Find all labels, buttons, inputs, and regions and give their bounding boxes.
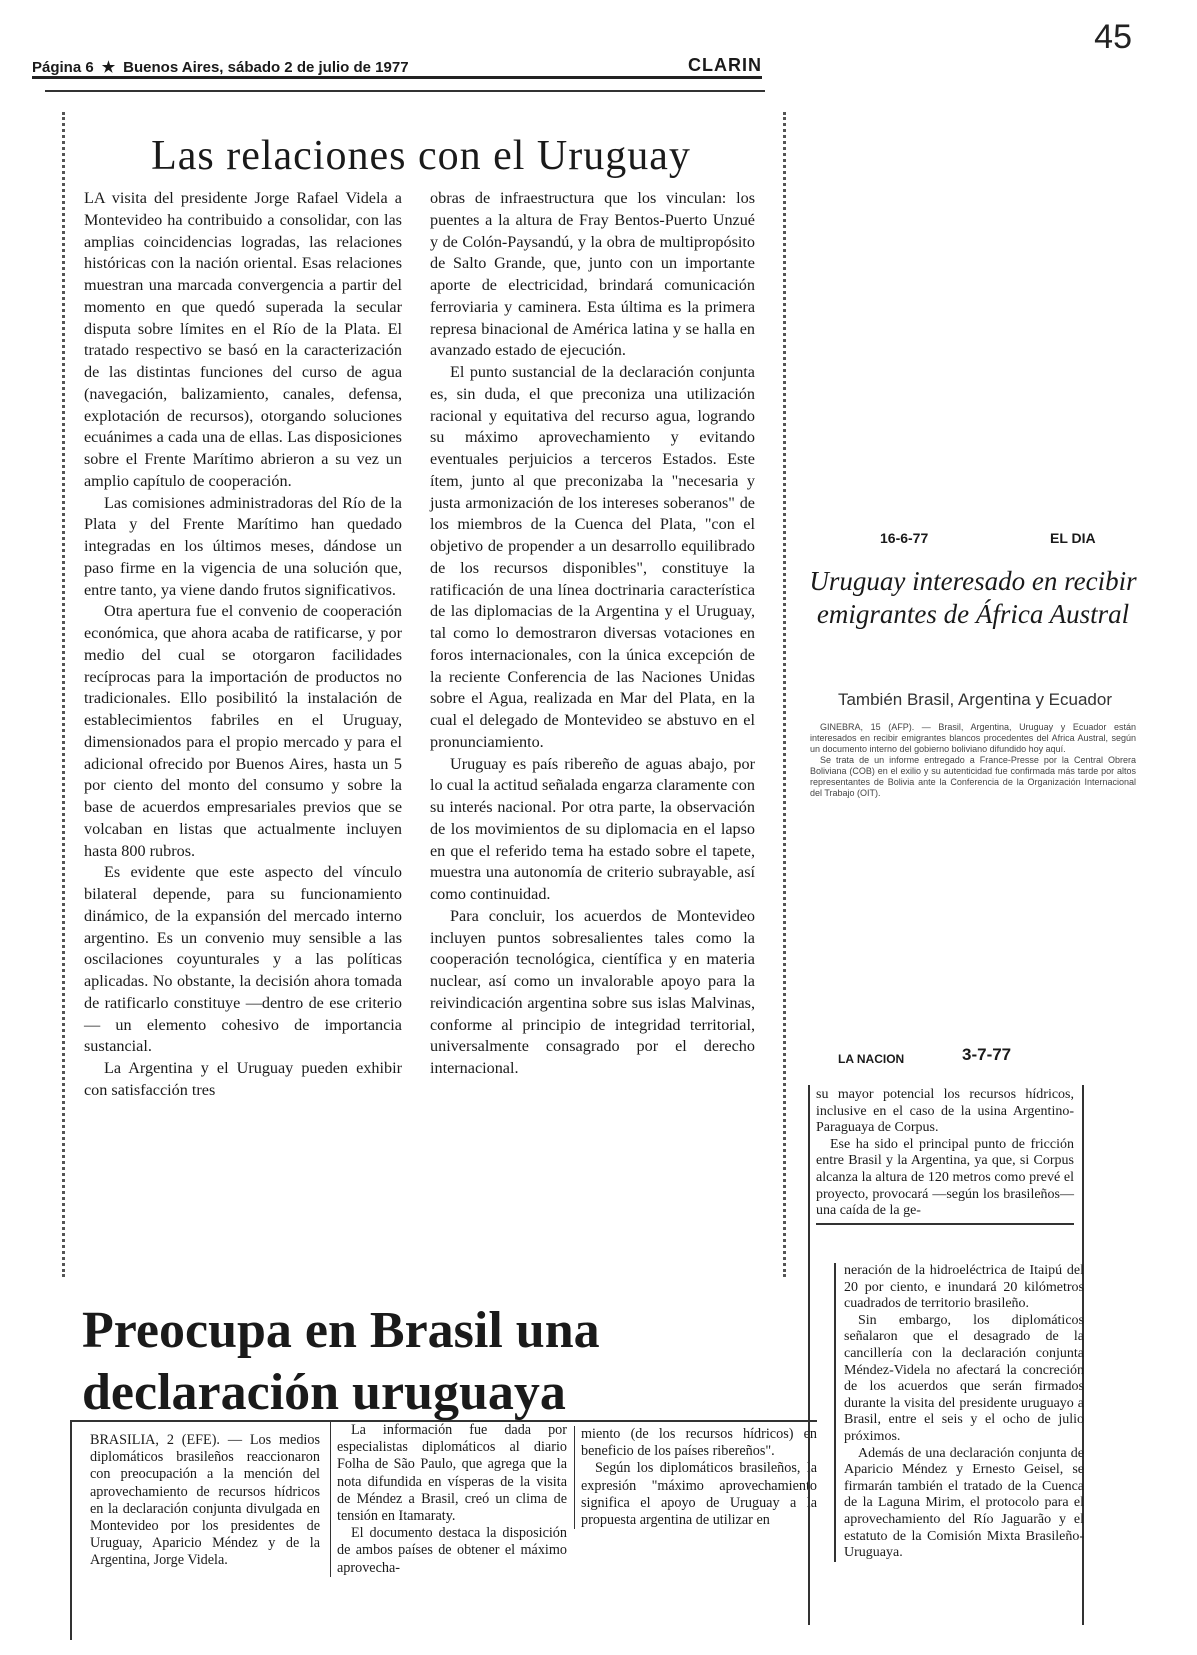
clipping-dia-body <box>810 722 1136 799</box>
article2-c2-p1: La información fue dada por especialistas diplomáticos al diario Folha de São Paulo, que agrega que la nota difundida en vísperas de la visita de Méndez a Brasil, creó un clima de tensión en Itamaraty. <box>337 1422 567 1525</box>
article1-column-2 <box>430 188 755 1080</box>
clipping-nacion-bottom-p1: neración de la hidroeléctrica de Itaipú del 20 por ciento, e inundará 20 kilómetros cuadrados de territorio brasileño. <box>844 1263 1084 1312</box>
clipping-dia-subtitle: También Brasil, Argentina y Ecuador <box>837 690 1113 709</box>
clipping-nacion-date: 3-7-77 <box>962 1045 1012 1064</box>
article1-c1-p1: LA visita del presidente Jorge Rafael Videla a Montevideo ha contribuido a consolidar, con las amplias coincidencias logradas, las relaciones históricas con la nación oriental. Esas relaciones muestran una marcada convergencia a partir del momento en que quedó superada la secular disputa sobre límites en el Río de la Plata. El tratado respectivo se basó en la caracterización de las distintas funciones del curso de agua (navegación, balizamiento, canales, defensa, explotación de recursos), otorgando soluciones ecuánimes a cada una de ellas. Las disposiciones sobre el Frente Marítimo abrieron a su vez un amplio capítulo de cooperación. <box>84 189 402 490</box>
article2-title: Preocupa en Brasil una declaración uruguaya <box>82 1302 600 1421</box>
article2-c3-p1: miento (de los recursos hídricos) en beneficio de los países ribereños". <box>581 1426 817 1460</box>
clipping-nacion-bottom-p3: Además de una declaración conjunta de Aparicio Méndez y Ernesto Geisel, se firmarán también el tratado de la Cuenca de la Laguna Mirim, el protocolo para el aprovechamiento del Río Jaguarão y el estatuto de la Comisión Mixta Brasileño-Uruguaya. <box>844 1445 1084 1561</box>
masthead-star-icon: ★ <box>101 59 116 76</box>
clipping-dia-paper: EL DIA <box>1050 530 1096 546</box>
page-number: 45 <box>1094 18 1132 56</box>
article1-c1-p5: La Argentina y el Uruguay pueden exhibir con satisfacción tres <box>84 1059 402 1099</box>
masthead-date: Buenos Aires, sábado 2 de julio de 1977 <box>123 59 409 76</box>
article2-column-1 <box>90 1432 320 1570</box>
clipping-dia-p1: GINEBRA, 15 (AFP). — Brasil, Argentina, Uruguay y Ecuador están interesados en recibir emigrantes blancos procedentes del Africa Austral, según un documento interno del gobierno boliviano difundido hoy aquí. <box>810 722 1136 754</box>
article1-c2-p2: El punto sustancial de la declaración conjunta es, sin duda, el que preconiza una utilización racional y equitativa del recurso agua, logrando su máximo aprovechamiento y evitando eventuales perjuicios a terceros Estados. Este ítem, junto al que preconizaba la "necesaria y justa armonización de los intereses soberanos" de los miembros de la Cuenca del Plata, "con el objetivo de propender a un desarrollo equilibrado de los recursos disponibles", constituye la ratificación de una línea doctrinaria característica de las diplomacias de la Argentina y el Uruguay, tal como lo demostraron diversas votaciones en foros internacionales, con la única excepción de la reciente Conferencia de las Naciones Unidas sobre el Agua, realizada en Mar del Plata, en la cual el delegado de Montevideo se abstuvo en el pronunciamiento. <box>430 363 755 751</box>
clipping-nacion-top <box>816 1087 1074 1225</box>
article1-c1-p4: Es evidente que este aspecto del vínculo bilateral depende, para su funcionamiento dinámico, de la expansión del mercado interno argentino. Es un convenio muy sensible a las oscilaciones coyunturales y a las políticas aplicadas. No obstante, la decisión ahora tomada de ratificarlo constituye —dentro de ese criterio— un elemento cohesivo de importancia sustancial. <box>84 863 402 1056</box>
clipping-dia-p2: Se trata de un informe entregado a France-Presse por la Central Obrera Boliviana (COB) en el exilio y su autenticidad fue confirmada más tarde por altos representantes de Bolivia ante la Conferencia de la Organización Internacional del Trabajo (OIT). <box>810 755 1136 798</box>
article2-c2-p2: El documento destaca la disposición de ambos países de obtener el máximo aprovecha- <box>337 1525 567 1576</box>
clipping-nacion-bottom-p2: Sin embargo, los diplomáticos señalaron que el desagrado de la cancillería con la declaración conjunta Méndez-Videla no afectará la concreción de los acuerdos que serán firmados durante la visita del presidente uruguayo a Brasil, entre el seis y el ocho de julio próximos. <box>844 1312 1084 1444</box>
article2-c3-p2: Según los diplomáticos brasileños, la expresión "máximo aprovechamiento significa el apoyo de Uruguay a la propuesta argentina de utilizar en <box>581 1460 817 1529</box>
clipping-nacion-paper: LA NACION <box>838 1052 905 1066</box>
article2-c1-p1: BRASILIA, 2 (EFE). — Los medios diplomáticos brasileños reaccionaron con preocupación a la mención del aprovechamiento de recursos hídricos en la declaración conjunta divulgada en Montevideo por los presidentes de Uruguay, Aparicio Méndez y de la Argentina, Jorge Videla. <box>90 1432 320 1569</box>
article2-column-2 <box>330 1422 567 1577</box>
masthead-page: Página 6 <box>32 59 94 76</box>
article1-title: Las relaciones con el Uruguay <box>151 133 691 179</box>
article1-c1-p3: Otra apertura fue el convenio de cooperación económica, que ahora acaba de ratificarse, y por medio del cual se otorgaron facilidades recíprocas para la importación de productos no tradicionales. Ello posibilitó la instalación de establecimientos fabriles en el Uruguay, dimensionados para el propio mercado y para el adicional ofrecido por Buenos Aires, hasta un 5 por ciento del monto del consumo y sobre la base de acuerdos empresariales previos que se volcaban en listas que actualmente incluyen hasta 800 rubros. <box>84 602 402 860</box>
clipping-dia-title: Uruguay interesado en recibir emigrantes de África Austral <box>809 566 1137 629</box>
clipping-nacion-bottom <box>834 1263 1084 1562</box>
clipping-dia-date: 16-6-77 <box>880 530 929 546</box>
article1-c1-p2: Las comisiones administradoras del Río de la Plata y del Frente Marítimo han quedado integradas en los últimos meses, dándose un paso firme en la vigencia de una solución que, entre tanto, ya viene dando frutos significativos. <box>84 493 402 599</box>
article1-c2-p1: obras de infraestructura que los vinculan: los puentes a la altura de Fray Bentos-Puerto Unzué y de Colón-Paysandú, y la obra de multipropósito de Salto Grande, que, junto con un importante aporte de electricidad, brindará comunicación ferroviaria y caminera. Esta última es la primera represa binacional de América latina y se halla en avanzado estado de ejecución. <box>430 189 755 360</box>
masthead-logo: CLARIN <box>688 55 762 75</box>
article1-column-1 <box>84 188 402 1102</box>
masthead <box>32 52 762 79</box>
clipping-nacion-top-p1: su mayor potencial los recursos hídricos, inclusive en el caso de la usina Argentino-Paraguaya de Corpus. <box>816 1087 1074 1136</box>
article1-c2-p4: Para concluir, los acuerdos de Montevideo incluyen puntos sobresalientes tales como la cooperación tecnológica, científica y en materia nuclear, así como un invalorable apoyo para la reivindicación argentina sobre sus islas Malvinas, conforme al principio de integridad territorial, universalmente consagrado por el derecho internacional. <box>430 906 755 1077</box>
clipping-nacion-top-p2: Ese ha sido el principal punto de fricción entre Brasil y la Argentina, ya que, si Corpus alcanza la altura de 120 metros como prevé el proyecto, provocará —según los brasileños— una caída de la ge- <box>816 1136 1074 1219</box>
article1-c2-p3: Uruguay es país ribereño de aguas abajo, por lo cual la actitud señalada engarza claramente con su interés nacional. Por otra parte, la observación de los movimientos de su diplomacia en el lapso en que el referido tema ha estado sobre el tapete, muestra una autonomía de criterio subrayable, así como continuidad. <box>430 754 755 903</box>
masthead-divider <box>45 90 765 92</box>
article2-column-3 <box>574 1426 817 1529</box>
